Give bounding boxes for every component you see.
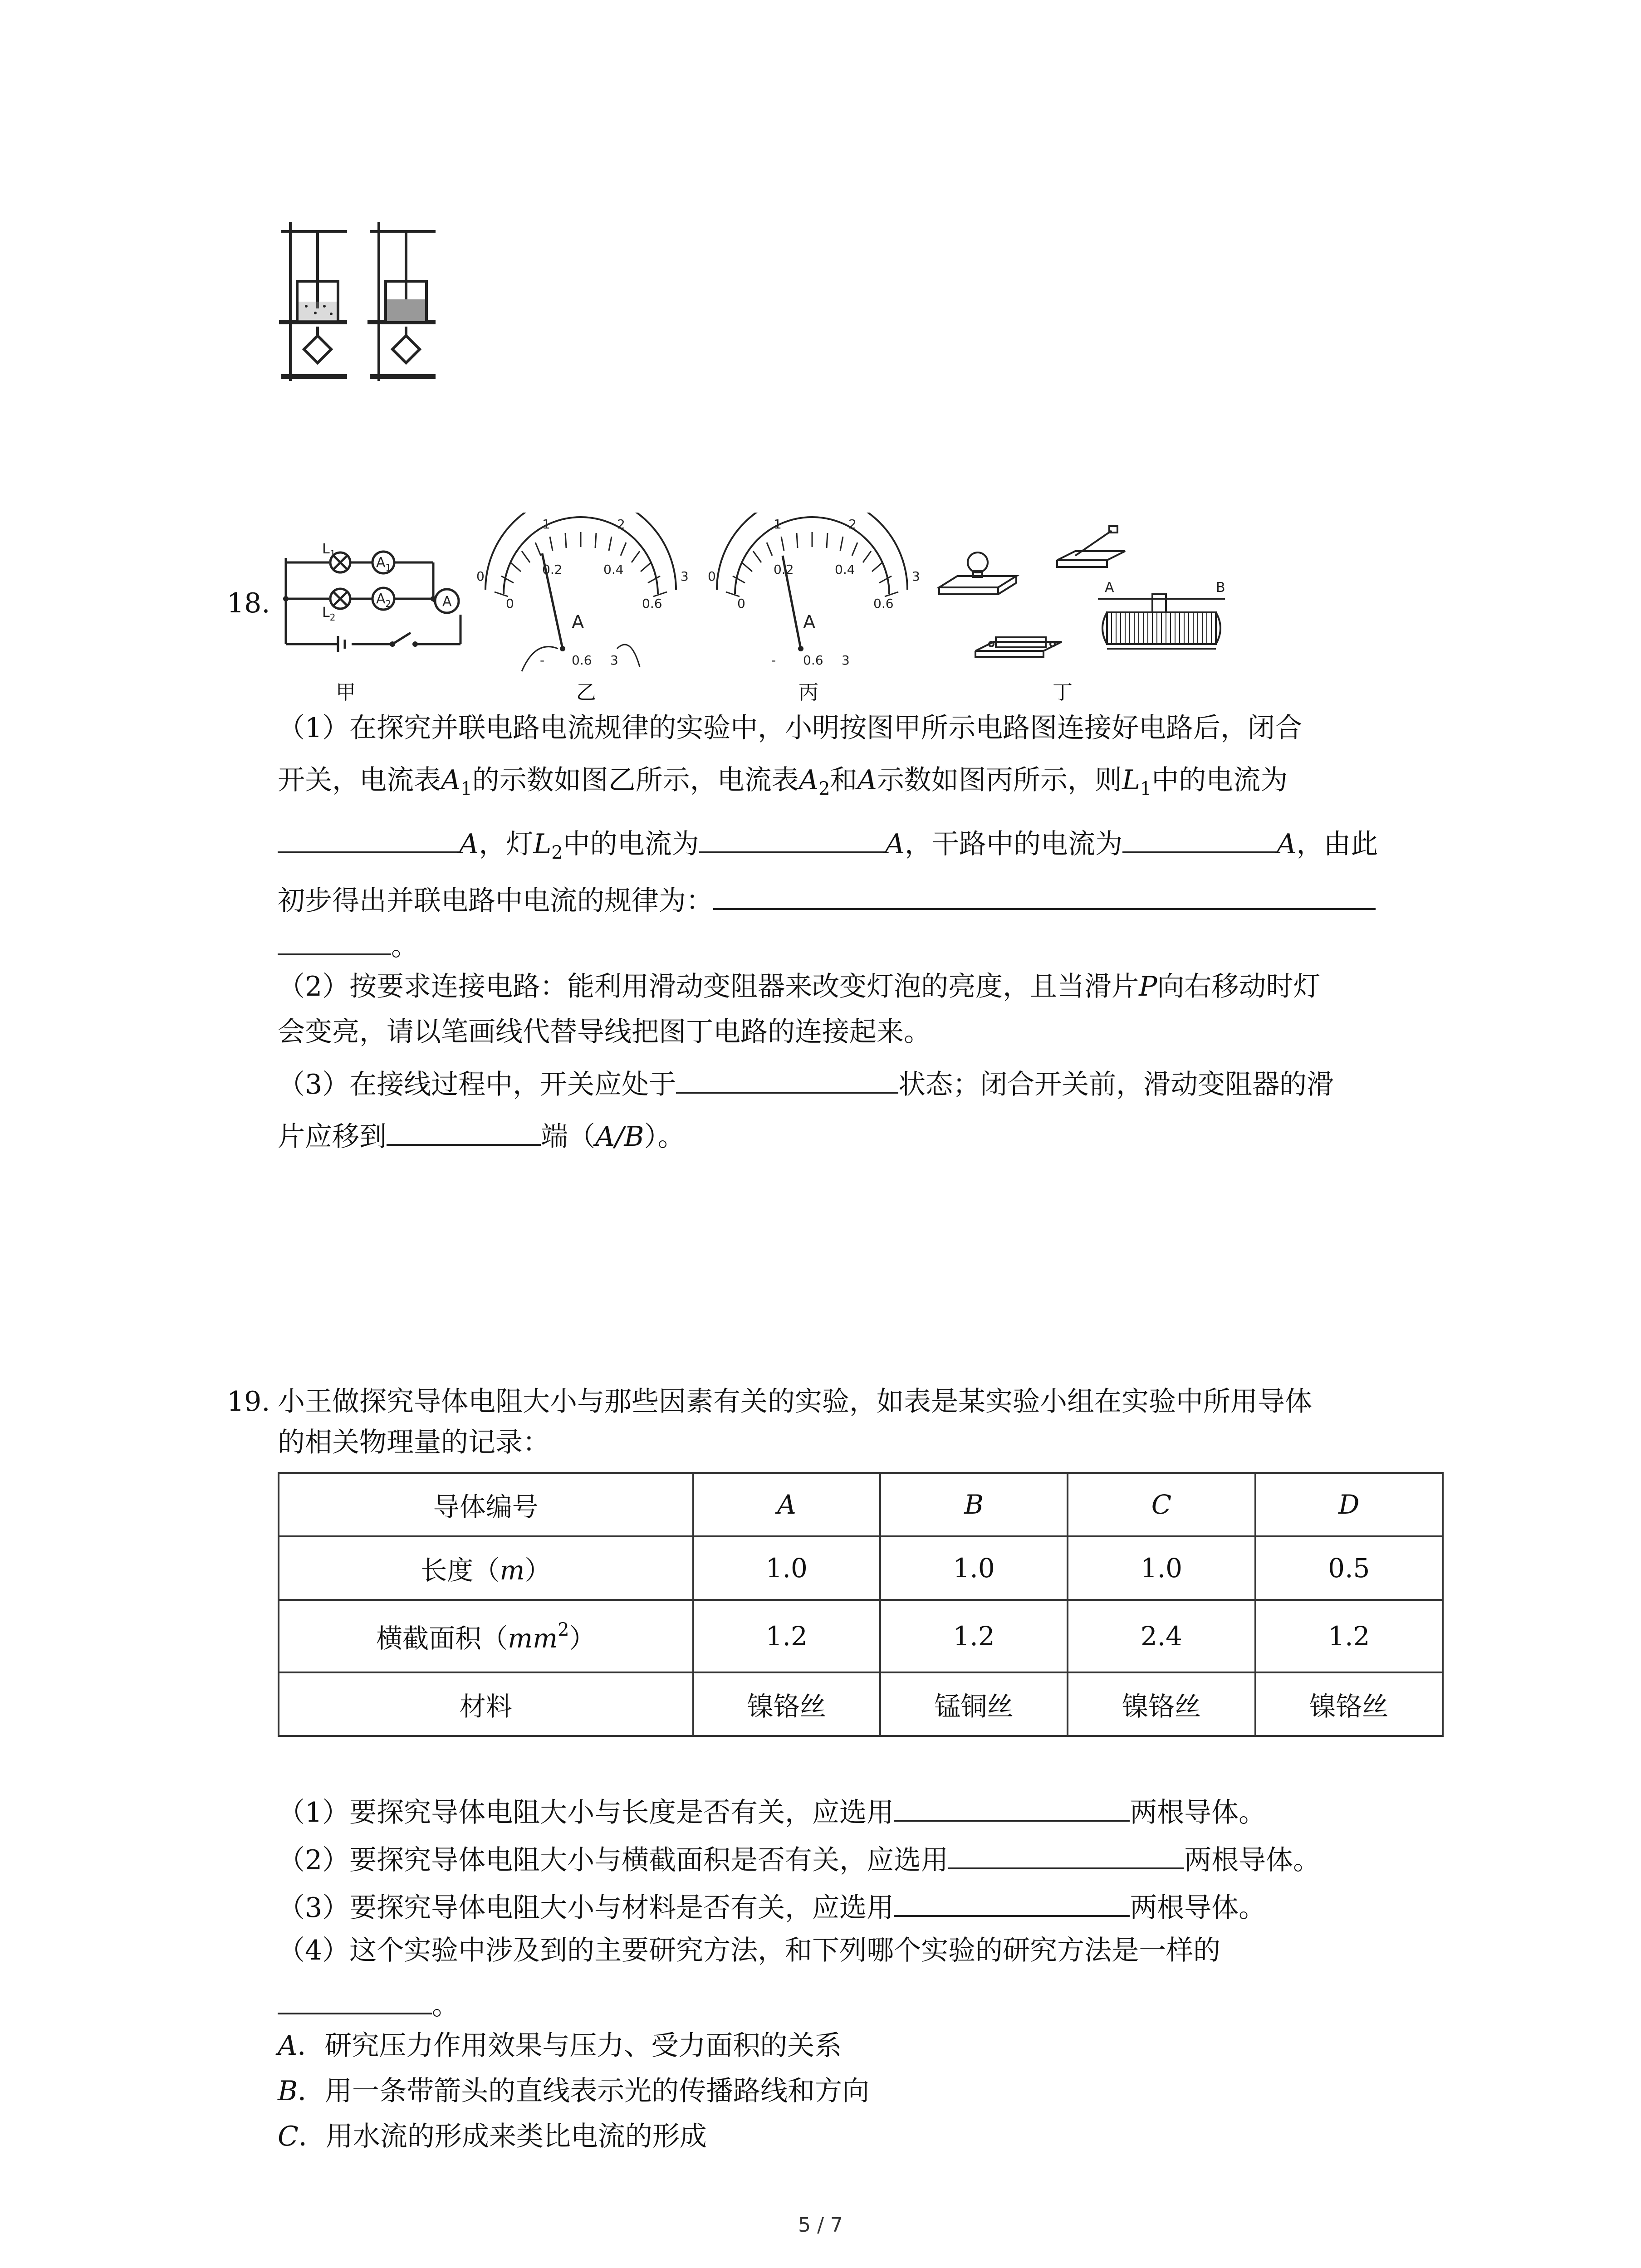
label-a2: $A_2$ <box>376 591 392 609</box>
answer-blank-material[interactable] <box>894 1887 1130 1917</box>
q19-sub2: （2）要探究导体电阻大小与横截面积是否有关，应选用 两根导体。 <box>278 1839 1320 1878</box>
rheostat-label-b: B <box>1216 580 1225 596</box>
table-header-label: 导体编号 <box>279 1473 693 1536</box>
svg-text:0.6: 0.6 <box>642 596 662 611</box>
table-cell: 2.4 <box>1068 1600 1255 1672</box>
svg-text:A: A <box>803 612 816 633</box>
svg-text:0.6: 0.6 <box>572 653 592 668</box>
label-a: A <box>442 594 452 610</box>
conductor-data-table <box>278 1472 1444 1737</box>
answer-blank-slider-end[interactable] <box>387 1116 541 1146</box>
svg-text:-: - <box>540 653 545 668</box>
q18-part1-line5: 。 <box>278 925 418 964</box>
table-cell: 镍铬丝 <box>693 1672 880 1736</box>
figure-yi-ammeter <box>467 513 694 676</box>
svg-text:0: 0 <box>476 569 485 584</box>
label-l1: $L_1$ <box>322 541 336 559</box>
q19-option-a: A．研究压力作用效果与压力、受力面积的关系 <box>278 2030 842 2062</box>
svg-text:3: 3 <box>681 569 689 584</box>
table-cell: 1.0 <box>880 1536 1068 1600</box>
table-cell: 1.2 <box>880 1600 1068 1672</box>
figure-yi-label: 乙 <box>576 681 596 704</box>
table-cell: D <box>1255 1473 1443 1536</box>
q19-sub1: （1）要探究导体电阻大小与长度是否有关，应选用 两根导体。 <box>278 1792 1266 1831</box>
svg-text:0.2: 0.2 <box>542 562 563 577</box>
q19-intro-line2: 的相关物理量的记录： <box>278 1427 550 1458</box>
svg-text:0: 0 <box>708 569 716 584</box>
svg-text:2: 2 <box>848 517 857 532</box>
table-row <box>279 1672 1443 1736</box>
q19-intro-line1: 19. 小王做探究导体电阻大小与那些因素有关的实验，如表是某实验小组在实验中所用导体 <box>227 1383 1312 1420</box>
q18-part3-line2: 片应移到 端（A/B）。 <box>278 1116 685 1155</box>
q18-part3-line1: （3）在接线过程中，开关应处于 状态；闭合开关前，滑动变阻器的滑 <box>278 1064 1334 1103</box>
figure-bing-label: 丙 <box>798 681 818 704</box>
table-row-label-length: 长度（m） <box>279 1536 693 1600</box>
q19-sub4-answer: 。 <box>278 1984 459 2024</box>
figure-ding-label: 丁 <box>1053 681 1073 704</box>
page-number: 5 / 7 <box>798 2214 843 2237</box>
question-18-number: 18. <box>227 587 270 619</box>
q19-option-b: B．用一条带箭头的直线表示光的传播路线和方向 <box>278 2075 870 2107</box>
svg-text:-: - <box>771 653 776 668</box>
svg-text:0: 0 <box>506 596 514 611</box>
table-row <box>279 1473 1443 1536</box>
answer-blank-method[interactable] <box>278 1984 432 2014</box>
svg-text:A: A <box>572 612 584 633</box>
q18-part1-line1: （1）在探究并联电路电流规律的实验中，小明按图甲所示电路图连接好电路后，闭合 <box>278 712 1303 744</box>
svg-text:3: 3 <box>912 569 920 584</box>
table-cell: 镍铬丝 <box>1068 1672 1255 1736</box>
table-cell: C <box>1068 1473 1255 1536</box>
answer-blank-switch-state[interactable] <box>676 1064 898 1094</box>
svg-text:2: 2 <box>617 517 625 532</box>
table-cell: 1.2 <box>693 1600 880 1672</box>
q18-part1-line4: 初步得出并联电路中电流的规律为： <box>278 880 1376 919</box>
svg-text:0.6: 0.6 <box>873 596 894 611</box>
table-cell: 锰铜丝 <box>880 1672 1068 1736</box>
svg-text:1: 1 <box>774 517 782 532</box>
label-l2: $L_2$ <box>322 605 336 623</box>
answer-blank-length[interactable] <box>894 1792 1130 1822</box>
figure-jia-circuit-diagram <box>279 535 470 653</box>
table-cell: 0.5 <box>1255 1536 1443 1600</box>
answer-blank-parallel-rule-cont[interactable] <box>278 925 391 955</box>
q18-part2-line2: 会变亮，请以笔画线代替导线把图丁电路的连接起来。 <box>278 1016 931 1048</box>
table-row-label-material: 材料 <box>279 1672 693 1736</box>
q18-part1-line3: A，灯$L_2$中的电流为 A，干路中的电流为 A，由此 <box>278 823 1378 871</box>
table-cell: 1.0 <box>1068 1536 1255 1600</box>
svg-text:0.4: 0.4 <box>603 562 624 577</box>
q18-part1-line2: 开关，电流表$A_1$的示数如图乙所示，电流表$A_2$和A示数如图丙所示，则$L_1$中的电流为 <box>278 764 1288 799</box>
answer-blank-area[interactable] <box>948 1839 1184 1869</box>
answer-blank-parallel-rule[interactable] <box>713 880 1376 910</box>
svg-text:1: 1 <box>542 517 550 532</box>
svg-text:0.2: 0.2 <box>774 562 794 577</box>
figure-ding-components <box>926 513 1243 676</box>
table-cell: 1.2 <box>1255 1600 1443 1672</box>
table-cell: 镍铬丝 <box>1255 1672 1443 1736</box>
answer-blank-l2-current[interactable] <box>699 823 885 853</box>
answer-blank-l1-current[interactable] <box>278 823 459 853</box>
table-cell: B <box>880 1473 1068 1536</box>
table-cell: A <box>693 1473 880 1536</box>
q19-sub4: （4）这个实验中涉及到的主要研究方法，和下列哪个实验的研究方法是一样的 <box>278 1935 1221 1966</box>
svg-text:0.6: 0.6 <box>803 653 823 668</box>
figure-jia-label: 甲 <box>336 681 356 704</box>
svg-text:3: 3 <box>842 653 850 668</box>
table-row <box>279 1600 1443 1672</box>
q19-option-c: C．用水流的形成来类比电流的形成 <box>278 2121 707 2152</box>
table-row <box>279 1536 1443 1600</box>
q19-sub3: （3）要探究导体电阻大小与材料是否有关，应选用 两根导体。 <box>278 1887 1266 1926</box>
question-19-number: 19. <box>227 1386 270 1418</box>
table-cell: 1.0 <box>693 1536 880 1600</box>
rheostat-label-a: A <box>1105 580 1114 596</box>
figure-bing-ammeter <box>699 513 926 676</box>
answer-blank-main-current[interactable] <box>1122 823 1277 853</box>
heating-apparatus-figure <box>272 213 445 390</box>
q18-part2-line1: （2）按要求连接电路：能利用滑动变阻器来改变灯泡的亮度，且当滑片P向右移动时灯 <box>278 971 1321 1002</box>
svg-text:0.4: 0.4 <box>835 562 855 577</box>
table-row-label-area: 横截面积$(mm^2)$ <box>279 1600 693 1672</box>
label-a1: $A_1$ <box>376 555 392 573</box>
svg-text:3: 3 <box>610 653 618 668</box>
svg-text:0: 0 <box>737 596 745 611</box>
